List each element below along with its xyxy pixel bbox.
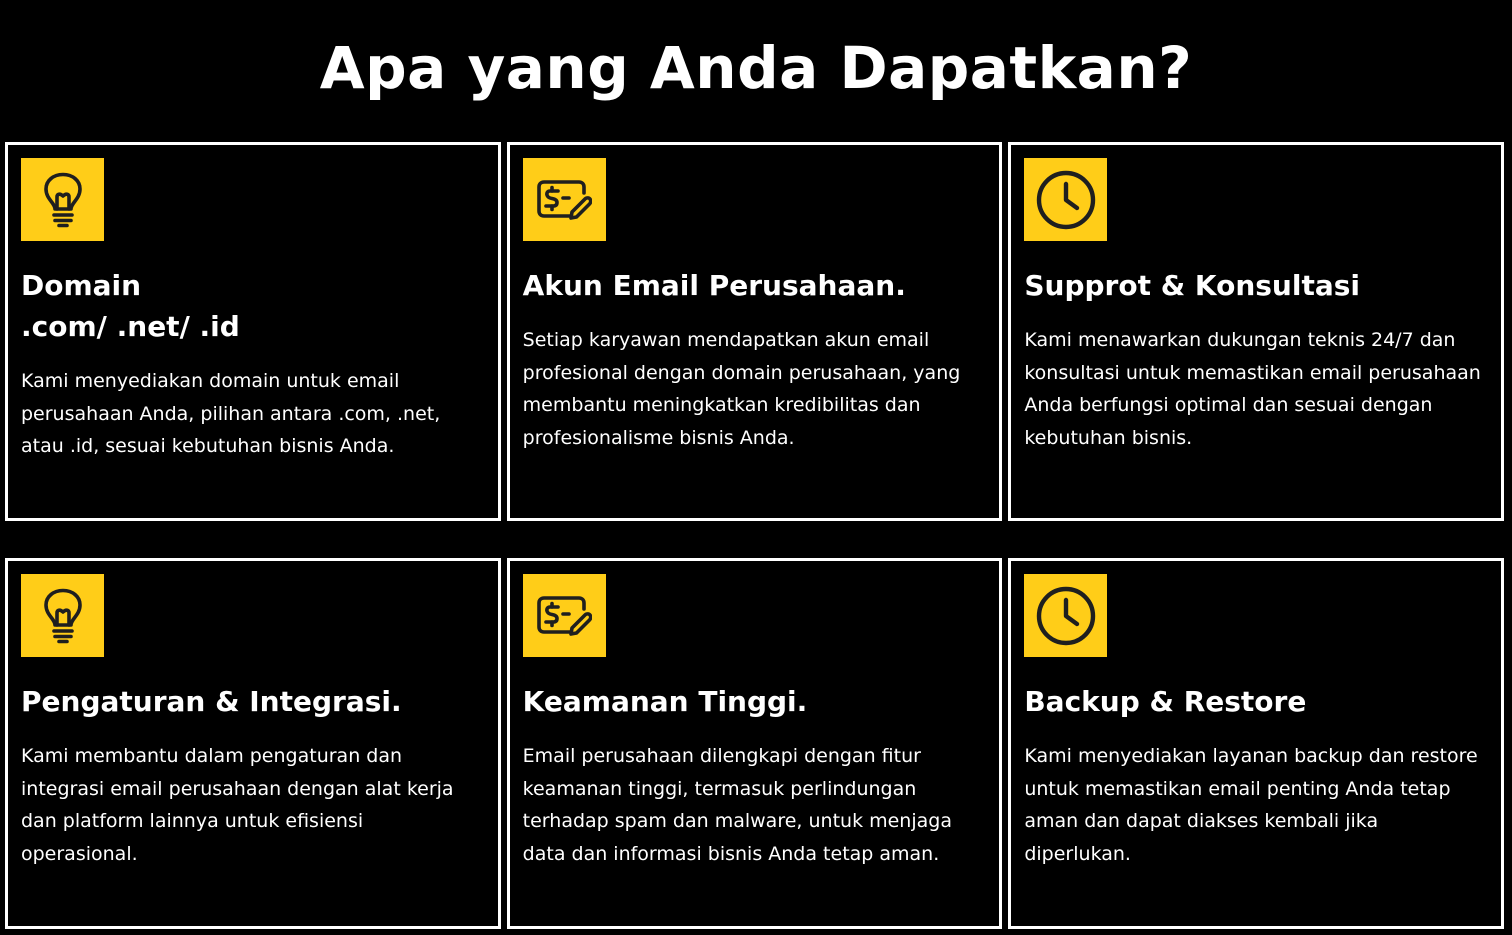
features-row-1 bbox=[5, 142, 1504, 521]
card-title: Keamanan Tinggi. bbox=[522, 685, 808, 718]
card-description: Setiap karyawan mendapatkan akun email profesional dengan domain perusahaan, yang membantu meningkatkan kredibilitas dan profesionalisme bisnis Anda. bbox=[522, 329, 961, 449]
money-check-edit-icon bbox=[523, 574, 606, 657]
card-description: Kami membantu dalam pengaturan dan integrasi email perusahaan dengan alat kerja dan platform lainnya untuk efisiensi operasional. bbox=[21, 745, 454, 865]
clock-icon bbox=[1024, 574, 1107, 657]
card-title: Supprot & Konsultasi bbox=[1024, 269, 1360, 302]
card-description: Kami menyediakan domain untuk email perusahaan Anda, pilihan antara .com, .net, atau .id, sesuai kebutuhan bisnis Anda. bbox=[21, 370, 441, 457]
clock-icon bbox=[1024, 158, 1107, 241]
card-description: Kami menyediakan layanan backup dan restore untuk memastikan email penting Anda tetap aman dan dapat diakses kembali jika diperlukan. bbox=[1024, 745, 1478, 865]
feature-card-security bbox=[507, 558, 1003, 929]
page-title: Apa yang Anda Dapatkan? bbox=[319, 33, 1193, 102]
money-check-edit-icon bbox=[523, 158, 606, 241]
card-title: Pengaturan & Integrasi. bbox=[21, 685, 402, 718]
card-description: Kami menawarkan dukungan teknis 24/7 dan konsultasi untuk memastikan email perusahaan Anda berfungsi optimal dan sesuai dengan kebutuhan bisnis. bbox=[1024, 329, 1481, 449]
feature-card-domain bbox=[5, 142, 501, 521]
features-row-2 bbox=[5, 558, 1504, 929]
card-description: Email perusahaan dilengkapi dengan fitur keamanan tinggi, termasuk perlindungan terhadap spam dan malware, untuk menjaga data dan informasi bisnis Anda tetap aman. bbox=[522, 745, 952, 865]
feature-card-email-account bbox=[507, 142, 1003, 521]
card-title: Akun Email Perusahaan. bbox=[522, 269, 906, 302]
feature-card-backup-restore bbox=[1008, 558, 1504, 929]
feature-card-setup-integration bbox=[5, 558, 501, 929]
lightbulb-icon bbox=[21, 574, 104, 657]
lightbulb-icon bbox=[21, 158, 104, 241]
card-title: Backup & Restore bbox=[1024, 685, 1307, 718]
card-title: Domain .com/ .net/ .id bbox=[21, 269, 240, 343]
feature-card-support bbox=[1008, 142, 1504, 521]
